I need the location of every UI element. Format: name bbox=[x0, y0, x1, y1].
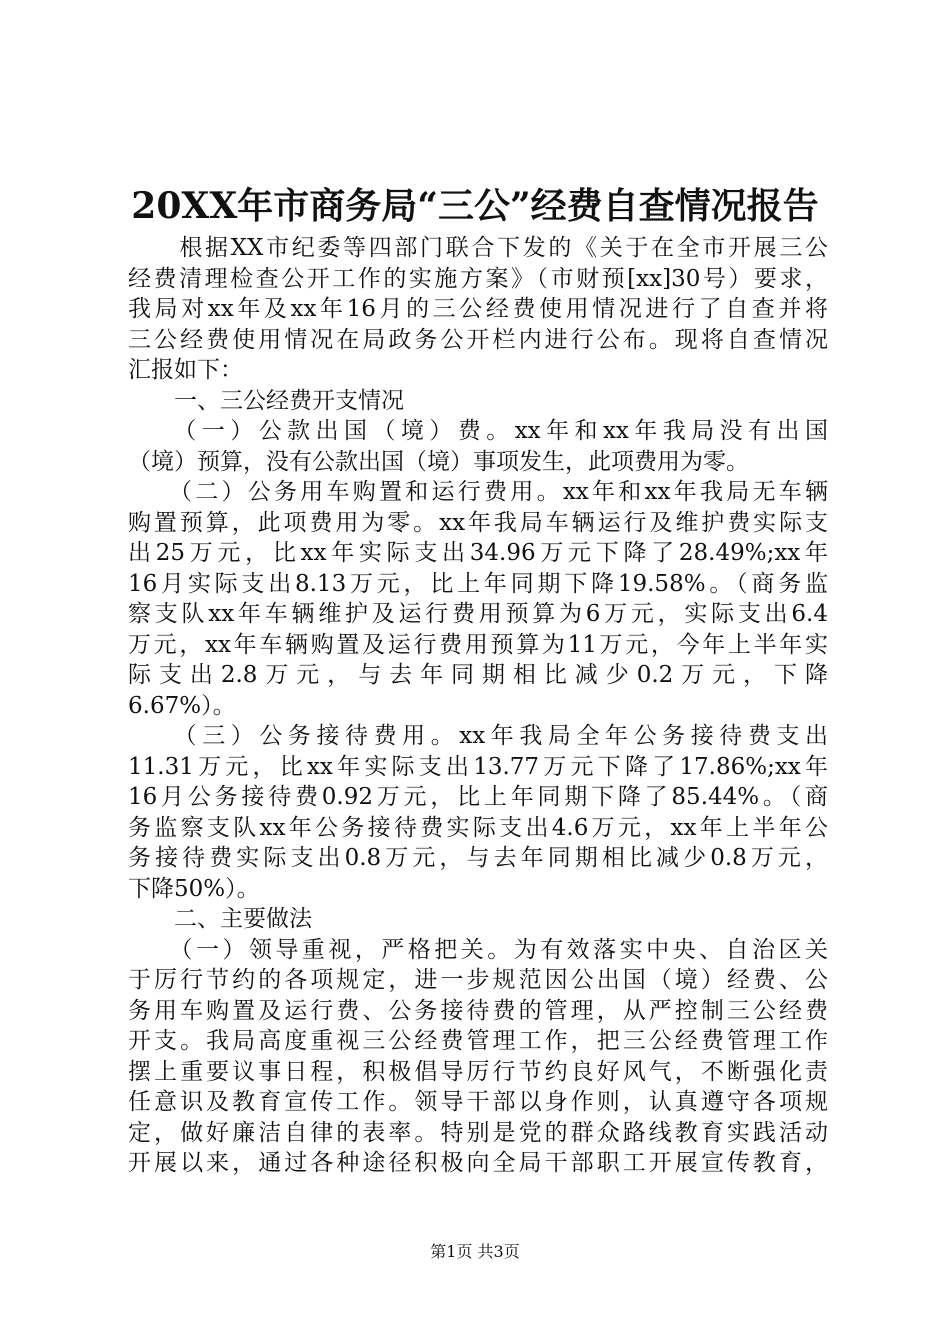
body-line: 16月实际支出8.13万元，比上年同期下降19.58%。（商务监 bbox=[128, 570, 828, 597]
body-line: 我局对xx年及xx年16月的三公经费使用情况进行了自查并将 bbox=[128, 296, 828, 322]
body-line: 务接待费实际支出0.8万元，与去年同期相比减少0.8万元， bbox=[128, 845, 828, 871]
body-line: （一）领导重视，严格把关。为有效落实中央、自治区关 bbox=[128, 936, 828, 963]
section-heading: 一、三公经费开支情况 bbox=[128, 387, 404, 414]
body-line: 16月公务接待费0.92万元，比上年同期下降了85.44%。（商 bbox=[128, 784, 828, 810]
body-line: 任意识及教育宣传工作。领导干部以身作则，认真遵守各项规 bbox=[128, 1089, 828, 1115]
document-title: 20XX年市商务局“三公”经费自查情况报告 bbox=[131, 185, 819, 227]
body-line: （三）公务接待费用。xx年我局全年公务接待费支出 bbox=[128, 723, 828, 749]
body-line: （境）预算，没有公款出国（境）事项发生，此项费用为零。 bbox=[128, 448, 749, 475]
body-line: 务用车购置及运行费、公务接待费的管理，从严控制三公经费 bbox=[128, 997, 828, 1024]
body-line: 务监察支队xx年公务接待费实际支出4.6万元，xx年上半年公 bbox=[128, 814, 828, 841]
body-line: 6.67%）。 bbox=[128, 692, 236, 719]
body-line: （二）公务用车购置和运行费用。xx年和xx年我局无车辆 bbox=[128, 479, 828, 505]
body-line: 经费清理检查公开工作的实施方案》（市财预[xx]30号）要求， bbox=[128, 265, 828, 292]
body-line: 察支队xx年车辆维护及运行费用预算为6万元，实际支出6.4 bbox=[128, 601, 828, 627]
body-line: 三公经费使用情况在局政务公开栏内进行公布。现将自查情况 bbox=[128, 326, 828, 353]
document-body bbox=[128, 233, 828, 1179]
section-heading: 二、主要做法 bbox=[128, 906, 312, 932]
body-line: 万元，xx年车辆购置及运行费用预算为11万元，今年上半年实 bbox=[128, 631, 828, 658]
page-number-footer: 第1页 共3页 bbox=[430, 1242, 520, 1261]
body-line: 下降50%）。 bbox=[128, 875, 260, 902]
body-line: 开展以来，通过各种途径积极向全局干部职工开展宣传教育， bbox=[128, 1150, 828, 1176]
body-line: 开支。我局高度重视三公经费管理工作，把三公经费管理工作 bbox=[128, 1028, 828, 1054]
body-line: 11.31万元，比xx年实际支出13.77万元下降了17.86%;xx年 bbox=[128, 753, 828, 780]
body-line: 购置预算，此项费用为零。xx年我局车辆运行及维护费实际支 bbox=[128, 509, 828, 536]
body-line: 出25万元，比xx年实际支出34.96万元下降了28.49%;xx年 bbox=[128, 540, 828, 566]
body-line: 汇报如下： bbox=[128, 357, 243, 383]
body-line: （一）公款出国（境）费。xx年和xx年我局没有出国 bbox=[128, 418, 828, 444]
body-line: 定，做好廉洁自律的表率。特别是党的群众路线教育实践活动 bbox=[128, 1119, 828, 1146]
body-line: 摆上重要议事日程，积极倡导厉行节约良好风气，不断强化责 bbox=[128, 1058, 828, 1085]
body-line: 根据XX市纪委等四部门联合下发的《关于在全市开展三公 bbox=[128, 235, 828, 261]
body-line: 际支出2.8万元，与去年同期相比减少0.2万元，下降 bbox=[128, 662, 828, 688]
body-line: 于厉行节约的各项规定，进一步规范因公出国（境）经费、公 bbox=[128, 967, 828, 993]
